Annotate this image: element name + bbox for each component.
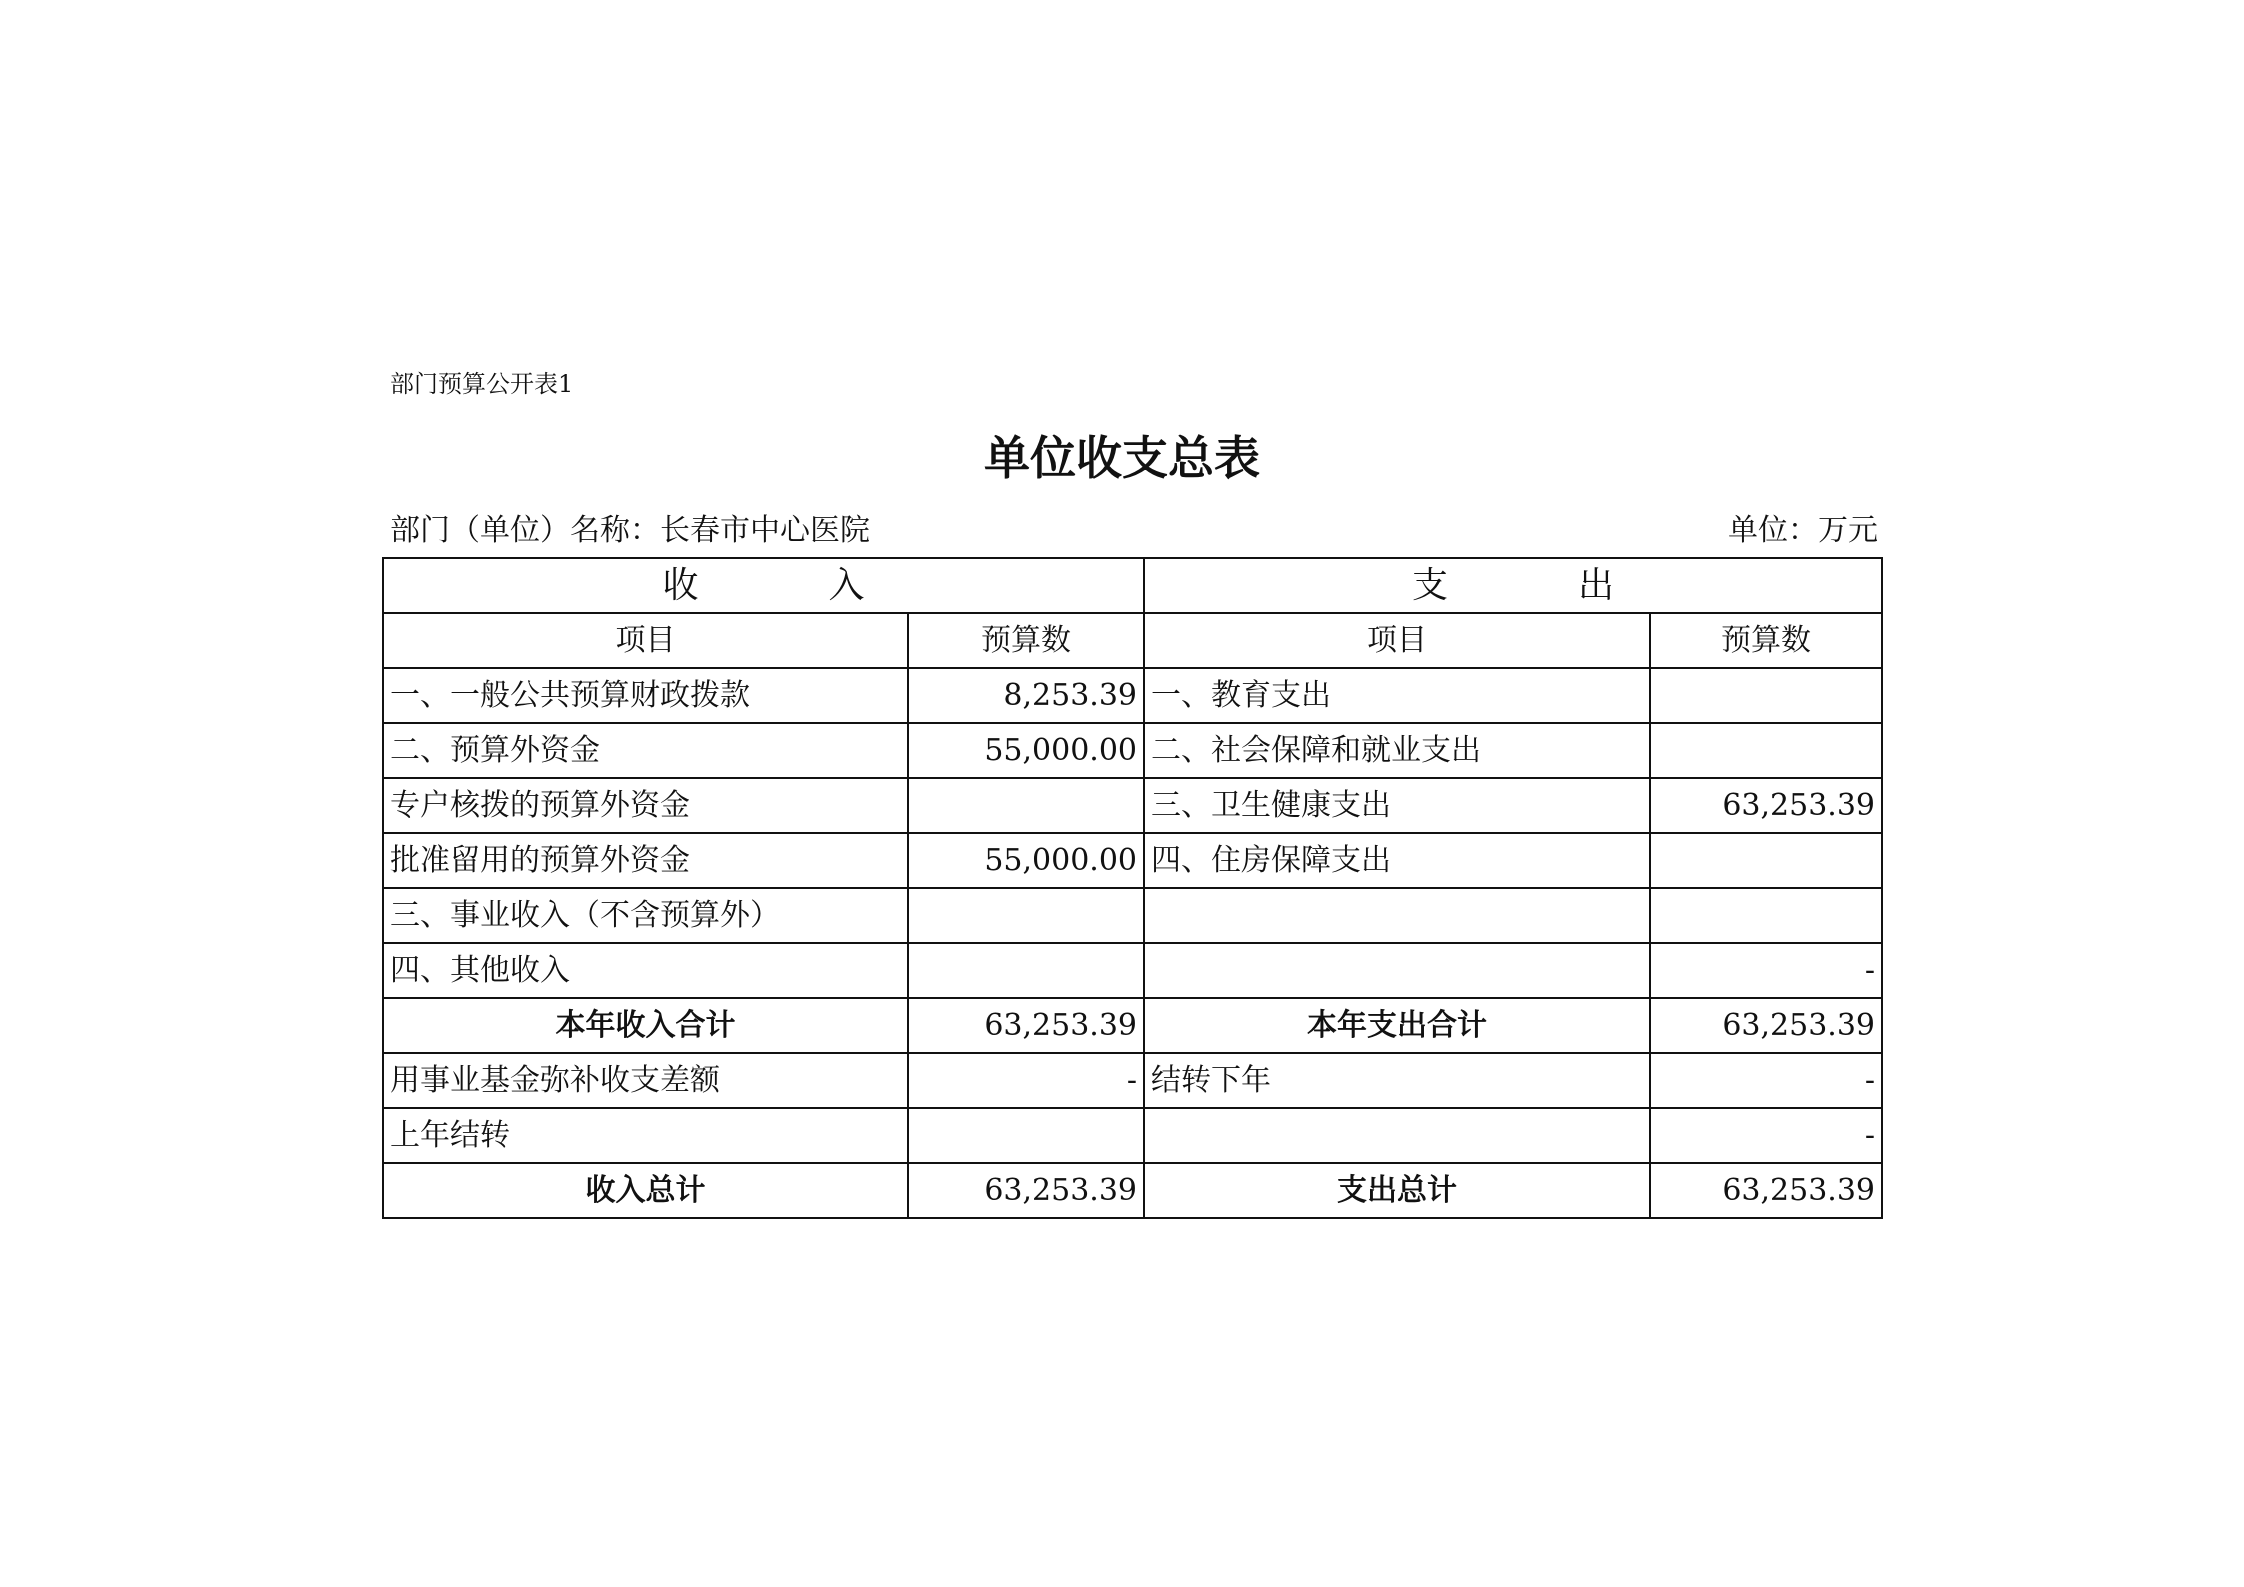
income-subtotal-label: 本年收入合计 bbox=[383, 998, 908, 1053]
income-item: 批准留用的预算外资金 bbox=[383, 833, 908, 888]
expense-amount bbox=[1650, 833, 1882, 888]
income-subtotal-amount: 63,253.39 bbox=[908, 998, 1144, 1053]
income-total-amount: 63,253.39 bbox=[908, 1163, 1144, 1218]
income-section-header bbox=[383, 558, 1144, 613]
expense-amount: - bbox=[1650, 1053, 1882, 1108]
income-item-header: 项目 bbox=[383, 613, 908, 668]
income-item: 用事业基金弥补收支差额 bbox=[383, 1053, 908, 1108]
table-row bbox=[383, 778, 1882, 833]
expense-section-header bbox=[1144, 558, 1882, 613]
table-row bbox=[383, 668, 1882, 723]
expense-section-char-1: 支 bbox=[1411, 564, 1448, 606]
income-total-label: 收入总计 bbox=[383, 1163, 908, 1218]
expense-amount bbox=[1650, 723, 1882, 778]
expense-amount bbox=[1650, 668, 1882, 723]
income-item: 四、其他收入 bbox=[383, 943, 908, 998]
income-amount: 55,000.00 bbox=[908, 833, 1144, 888]
column-header-row bbox=[383, 613, 1882, 668]
table-row bbox=[383, 943, 1882, 998]
department-name: 部门（单位）名称：长春市中心医院 bbox=[390, 513, 870, 548]
expense-amount-header: 预算数 bbox=[1650, 613, 1882, 668]
unit-label: 单位：万元 bbox=[1728, 513, 1878, 548]
income-amount: 8,253.39 bbox=[908, 668, 1144, 723]
income-item: 三、事业收入（不含预算外） bbox=[383, 888, 908, 943]
income-item: 一、一般公共预算财政拨款 bbox=[383, 668, 908, 723]
income-amount bbox=[908, 888, 1144, 943]
income-amount bbox=[908, 778, 1144, 833]
expense-item-header: 项目 bbox=[1144, 613, 1650, 668]
expense-subtotal-label: 本年支出合计 bbox=[1144, 998, 1650, 1053]
income-section-char-2: 入 bbox=[828, 564, 865, 606]
income-amount-header: 预算数 bbox=[908, 613, 1144, 668]
expense-amount bbox=[1650, 888, 1882, 943]
income-amount: 55,000.00 bbox=[908, 723, 1144, 778]
expense-item: 二、社会保障和就业支出 bbox=[1144, 723, 1650, 778]
page-title: 单位收支总表 bbox=[984, 431, 1260, 485]
expense-item bbox=[1144, 888, 1650, 943]
income-amount bbox=[908, 943, 1144, 998]
form-code: 部门预算公开表1 bbox=[390, 370, 574, 398]
table-row bbox=[383, 888, 1882, 943]
expense-amount: 63,253.39 bbox=[1650, 778, 1882, 833]
table-row bbox=[383, 1053, 1882, 1108]
expense-item: 四、住房保障支出 bbox=[1144, 833, 1650, 888]
table-row bbox=[383, 1108, 1882, 1163]
income-item: 专户核拨的预算外资金 bbox=[383, 778, 908, 833]
expense-item bbox=[1144, 1108, 1650, 1163]
income-amount: - bbox=[908, 1053, 1144, 1108]
expense-amount: - bbox=[1650, 1108, 1882, 1163]
income-item: 二、预算外资金 bbox=[383, 723, 908, 778]
expense-item: 结转下年 bbox=[1144, 1053, 1650, 1108]
expense-total-label: 支出总计 bbox=[1144, 1163, 1650, 1218]
subtotal-row bbox=[383, 998, 1882, 1053]
income-section-char-1: 收 bbox=[662, 564, 699, 606]
expense-item: 三、卫生健康支出 bbox=[1144, 778, 1650, 833]
expense-item bbox=[1144, 943, 1650, 998]
grand-total-row bbox=[383, 1163, 1882, 1218]
expense-subtotal-amount: 63,253.39 bbox=[1650, 998, 1882, 1053]
budget-table bbox=[382, 557, 1883, 1219]
table-row bbox=[383, 723, 1882, 778]
income-item: 上年结转 bbox=[383, 1108, 908, 1163]
expense-amount: - bbox=[1650, 943, 1882, 998]
income-amount bbox=[908, 1108, 1144, 1163]
expense-item: 一、教育支出 bbox=[1144, 668, 1650, 723]
expense-total-amount: 63,253.39 bbox=[1650, 1163, 1882, 1218]
table-row bbox=[383, 833, 1882, 888]
expense-section-char-2: 出 bbox=[1578, 564, 1615, 606]
section-header-row bbox=[383, 558, 1882, 613]
